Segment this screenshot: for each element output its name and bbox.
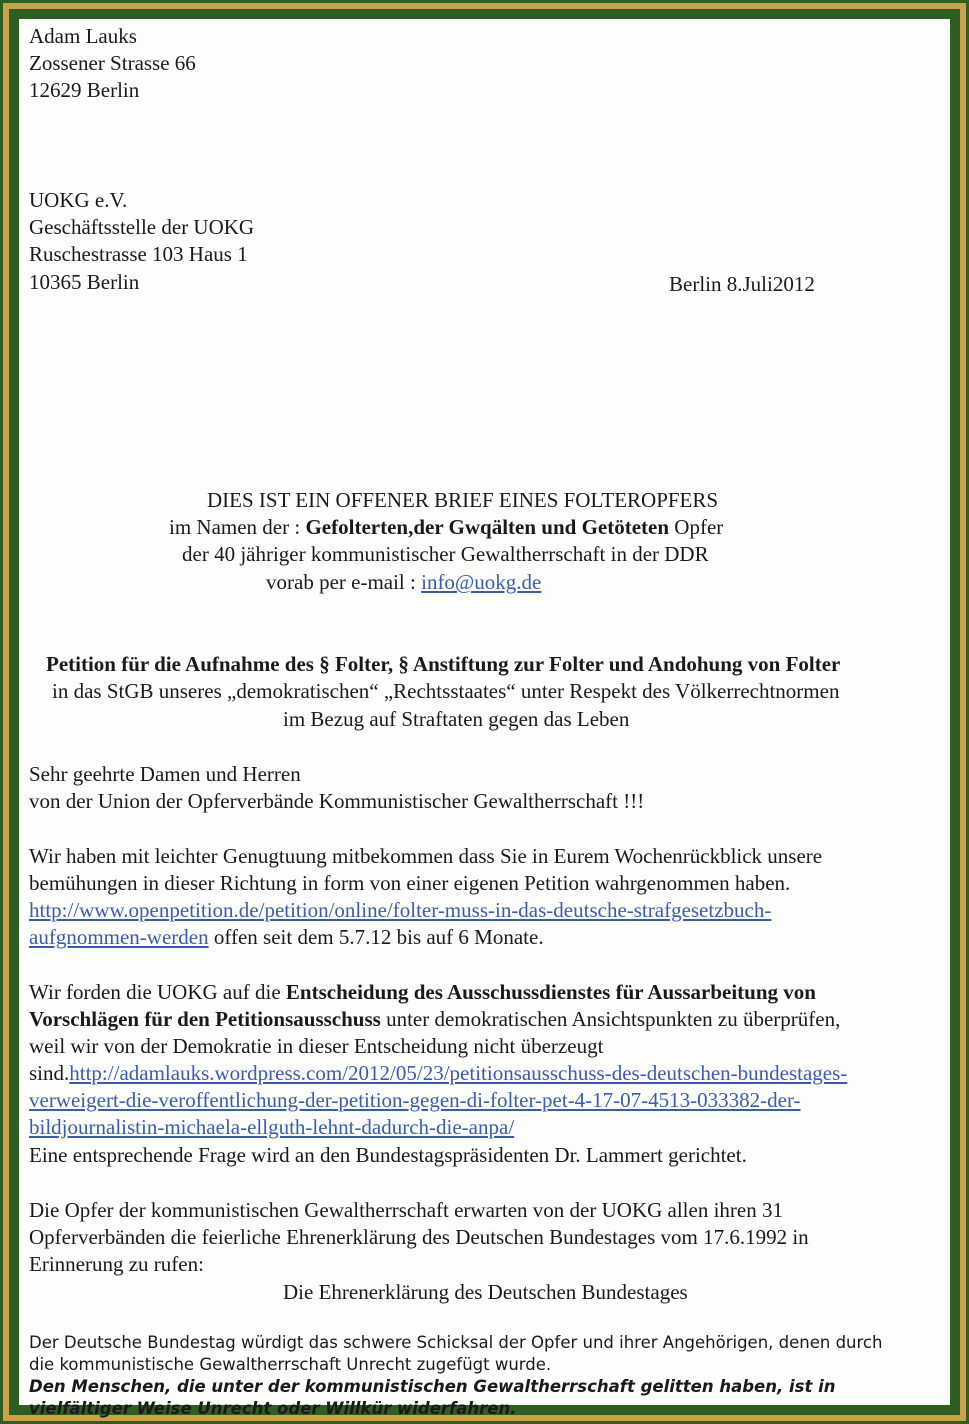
quote-line1: Der Deutsche Bundestag würdigt das schwere Schicksal der Opfer und ihrer Angehörigen, denen durch	[29, 1333, 883, 1352]
heading-line4	[266, 569, 541, 595]
para2-line1	[29, 979, 816, 1005]
openpetition-link-part1[interactable]: http://www.openpetition.de/petition/online/folter-muss-in-das-deutsche-strafgesetzbuch-	[29, 898, 772, 922]
heading-line3: der 40 jähriger kommunistischer Gewaltherrschaft in der DDR	[182, 542, 709, 566]
para2-line5: Eine entsprechende Frage wird an den Bundestagspräsidenten Dr. Lammert gerichtet.	[29, 1143, 747, 1167]
recipient-city: 10365 Berlin	[29, 270, 140, 294]
para2-line4	[29, 1060, 847, 1086]
para2-line2	[29, 1006, 840, 1032]
petition-line2: in das StGB unseres „demokratischen“ „Rechtsstaates“ unter Respekt des Völkerrechtnormen	[52, 679, 840, 703]
frame-inner	[9, 9, 960, 1418]
para2-link-line2	[29, 1087, 801, 1113]
para1-line1: Wir haben mit leichter Genugtuung mitbekommen dass Sie in Eurem Wochenrückblick unsere	[29, 844, 823, 868]
salutation-line1: Sehr geehrte Damen und Herren	[29, 762, 301, 786]
para2-line4-pre: sind.	[29, 1061, 70, 1085]
declaration-title: Die Ehrenerklärung des Deutschen Bundestages	[283, 1280, 688, 1304]
para1-link-line2	[29, 924, 544, 950]
para3-line3: Erinnerung zu rufen:	[29, 1252, 204, 1276]
salutation-line2: von der Union der Opferverbände Kommunistischer Gewaltherrschaft !!!	[29, 789, 645, 813]
quote-line2: die kommunistische Gewaltherrschaft Unrecht zugefügt wurde.	[29, 1355, 552, 1374]
heading-email-label: vorab per e-mail :	[266, 570, 422, 594]
heading-line2-pre: im Namen der :	[169, 515, 306, 539]
recipient-office: Geschäftsstelle der UOKG	[29, 215, 255, 239]
quote-line4: vielfältiger Weise Unrecht oder Willkür widerfahren.	[29, 1399, 517, 1418]
para1-tail: offen seit dem 5.7.12 bis auf 6 Monate.	[208, 925, 544, 949]
para2-link-line3	[29, 1114, 514, 1140]
quote-line3: Den Menschen, die unter der kommunistischen Gewaltherrschaft gelitten haben, ist in	[29, 1377, 836, 1396]
wordpress-link-part1[interactable]: http://adamlauks.wordpress.com/2012/05/23/petitionsausschuss-des-deutschen-bundestages-	[69, 1061, 848, 1085]
sender-city: 12629 Berlin	[29, 78, 140, 102]
heading-line2	[169, 514, 723, 540]
recipient-street: Ruschestrasse 103 Haus 1	[29, 242, 248, 266]
para1-line2: bemühungen in dieser Richtung in form von einer eigenen Petition wahrgenommen haben.	[29, 871, 791, 895]
wordpress-link-part3[interactable]: bildjournalistin-michaela-ellguth-lehnt-dadurch-die-anpa/	[29, 1115, 515, 1139]
para2-line1-bold: Entscheidung des Ausschussdienstes für Aussarbeitung von	[285, 980, 816, 1004]
para2-line1-pre: Wir forden die UOKG auf die	[29, 980, 286, 1004]
para3-line2: Opferverbänden die feierliche Ehrenerklärung des Deutschen Bundestages vom 17.6.1992 in	[29, 1225, 809, 1249]
petition-line3: im Bezug auf Straftaten gegen das Leben	[283, 707, 630, 731]
heading-line2-bold: Gefolterten,der Gwqälten und Getöteten	[305, 515, 670, 539]
wordpress-link-part2[interactable]: verweigert-die-veroffentlichung-der-petition-gegen-di-folter-pet-4-17-07-4513-033382-der-	[29, 1088, 801, 1112]
openpetition-link-part2[interactable]: aufgnommen-werden	[29, 925, 209, 949]
letter-paper	[19, 19, 950, 1418]
petition-line1: Petition für die Aufnahme des § Folter, § Anstiftung zur Folter und Andohung von Folter	[46, 652, 841, 676]
heading-line2-post: Opfer	[669, 515, 724, 539]
recipient-org: UOKG e.V.	[29, 188, 128, 212]
para2-line2-post: unter demokratischen Ansichtspunkten zu überprüfen,	[380, 1007, 841, 1031]
heading-line1: DIES IST EIN OFFENER BRIEF EINES FOLTEROPFERS	[207, 488, 719, 512]
sender-street: Zossener Strasse 66	[29, 51, 196, 75]
para2-line2-bold: Vorschlägen für den Petitionsausschuss	[29, 1007, 381, 1031]
para2-line3: weil wir von der Demokratie in dieser Entscheidung nicht überzeugt	[29, 1034, 604, 1058]
letter-date: Berlin 8.Juli2012	[669, 272, 815, 296]
para3-line1: Die Opfer der kommunistischen Gewaltherrschaft erwarten von der UOKG allen ihren 31	[29, 1198, 783, 1222]
para1-link-line1	[29, 897, 771, 923]
email-link[interactable]: info@uokg.de	[421, 570, 542, 594]
sender-name: Adam Lauks	[29, 24, 137, 48]
